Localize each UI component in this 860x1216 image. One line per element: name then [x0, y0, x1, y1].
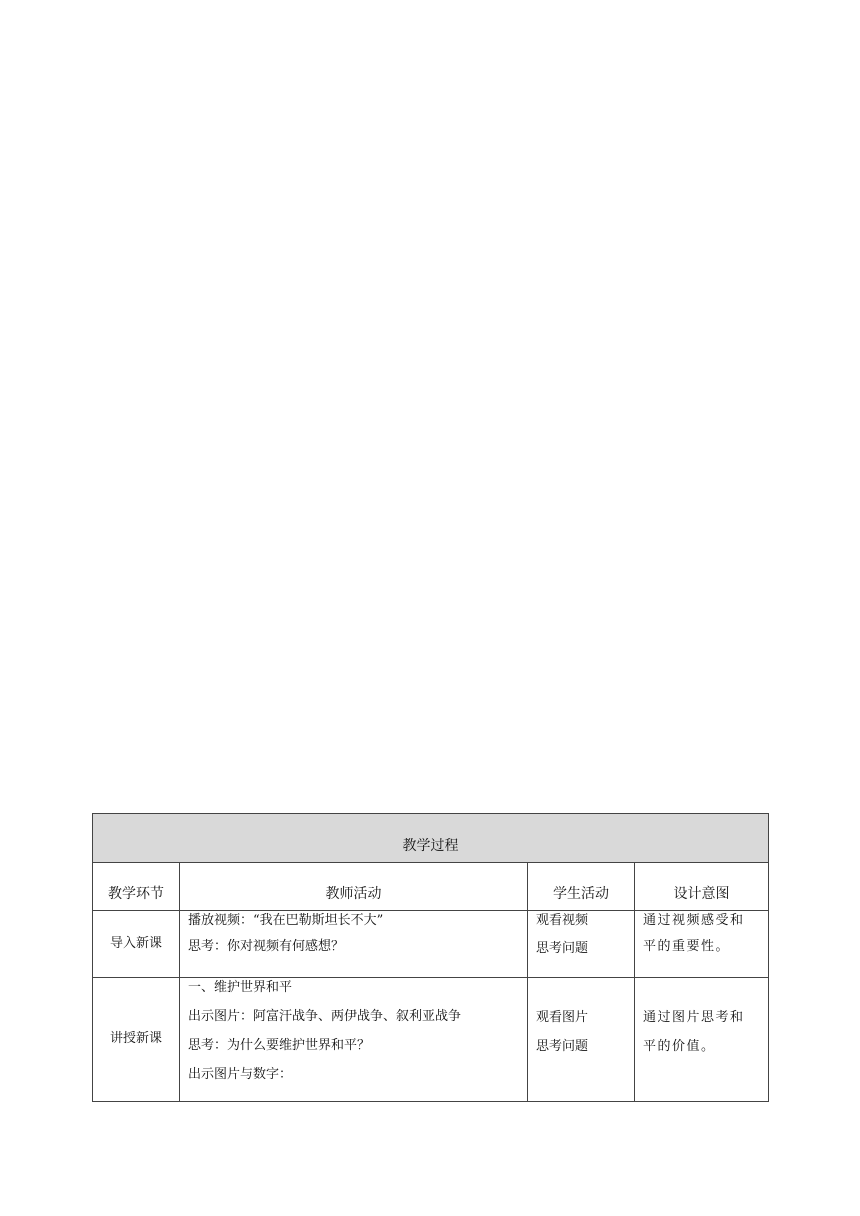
table-row — [93, 978, 769, 1102]
stage-cell: 导入新课 — [93, 911, 180, 978]
table-header-row — [93, 863, 769, 911]
teacher-line: 出示图片与数字： — [188, 1067, 293, 1083]
stage-cell: 讲授新课 — [93, 978, 180, 1102]
teacher-line: 一、维护世界和平 — [188, 980, 293, 995]
teacher-activity-cell — [180, 978, 528, 1102]
student-line: 思考问题 — [536, 941, 589, 957]
teacher-line: 播放视频：“我在巴勒斯坦长不大” — [188, 913, 384, 928]
table-title: 教学过程 — [402, 838, 459, 855]
intent-line: 平的重要性。 — [643, 939, 731, 955]
student-line: 观看图片 — [536, 1010, 589, 1025]
teaching-process-table — [92, 813, 769, 1102]
intent-line: 通过图片思考和 — [643, 1010, 745, 1025]
table-title-cell — [93, 814, 769, 863]
header-student-activity: 学生活动 — [528, 863, 635, 911]
intent-line: 通过视频感受和 — [643, 913, 745, 928]
intent-line: 平的价值。 — [643, 1039, 716, 1055]
design-intent-cell — [635, 911, 769, 978]
header-teacher-activity: 教师活动 — [180, 863, 528, 911]
teacher-line: 思考：为什么要维护世界和平？ — [188, 1038, 371, 1054]
student-activity-cell — [528, 911, 635, 978]
teacher-activity-cell — [180, 911, 528, 978]
student-line: 思考问题 — [536, 1039, 589, 1055]
teacher-line: 出示图片：阿富汗战争、两伊战争、叙利亚战争 — [188, 1009, 462, 1025]
design-intent-cell — [635, 978, 769, 1102]
table-row — [93, 911, 769, 978]
header-stage: 教学环节 — [93, 863, 180, 911]
student-activity-cell — [528, 978, 635, 1102]
student-line: 观看视频 — [536, 913, 589, 928]
teacher-line: 思考：你对视频有何感想？ — [188, 939, 345, 955]
header-design-intent: 设计意图 — [635, 863, 769, 911]
